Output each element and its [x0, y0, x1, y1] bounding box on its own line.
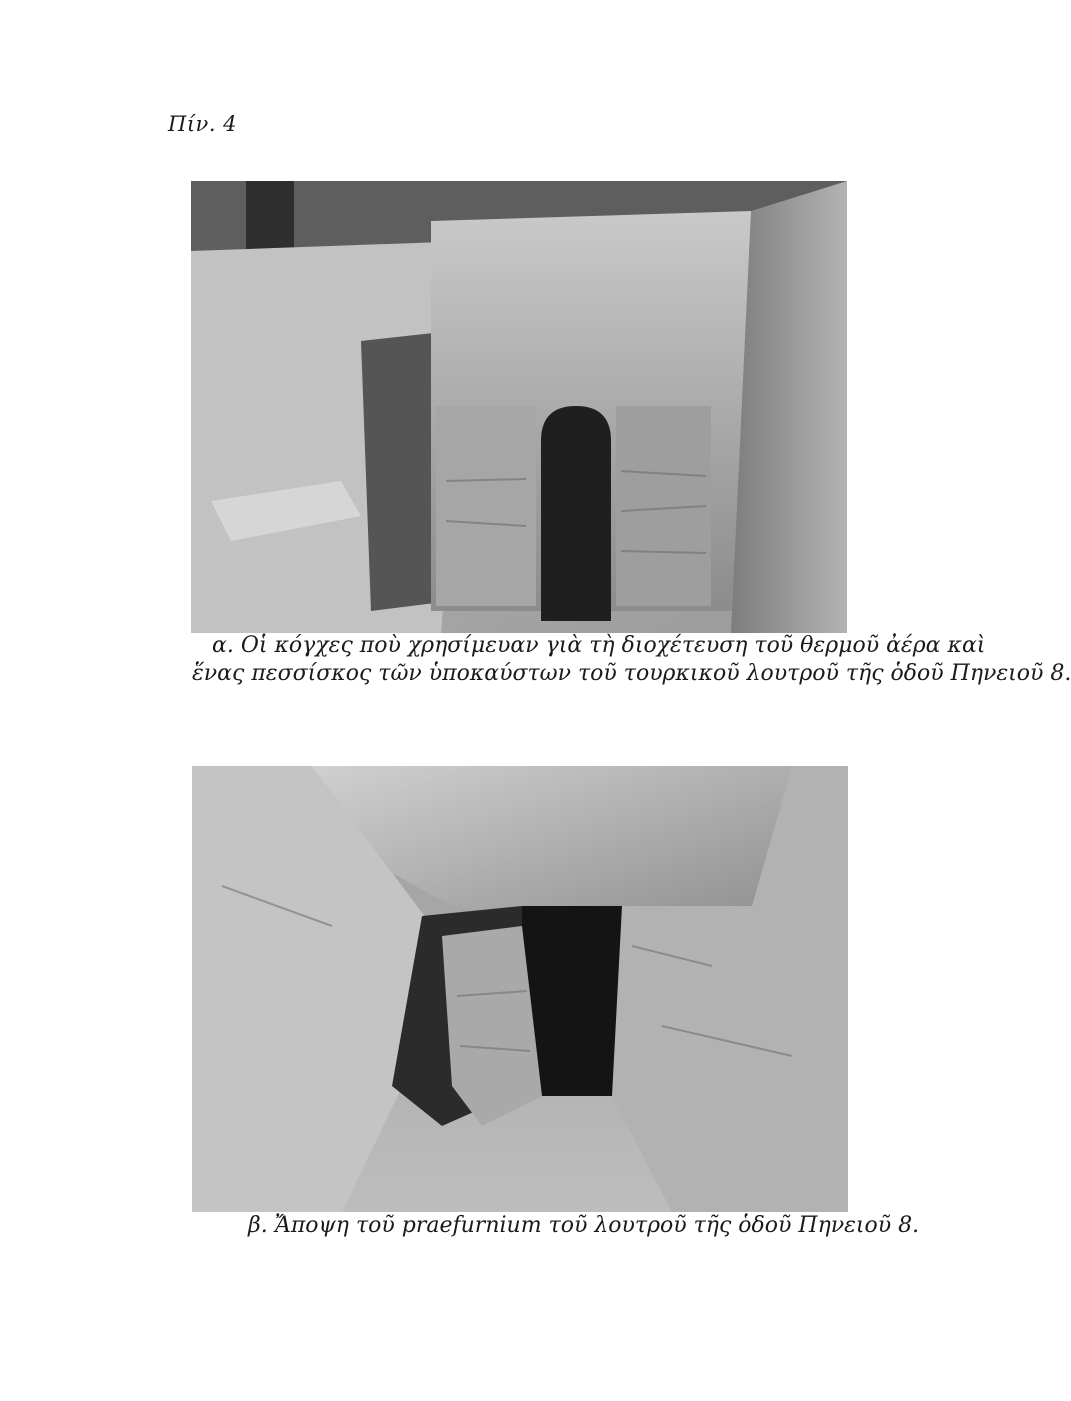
plate-label: Πίν. 4 [168, 112, 238, 136]
caption-b: β. Ἄποψη τοῦ praefurnium τοῦ λουτροῦ τῆς ὁδοῦ Πηνειοῦ 8. [248, 1213, 920, 1238]
photo-b-image [192, 766, 848, 1212]
photo-a-image [191, 181, 847, 633]
photo-a-hypocaust-niches [191, 181, 847, 633]
caption-a-line1: α. Οἱ κόγχες ποὺ χρησίμευαν γιὰ τὴ διοχέτευση τοῦ θερμοῦ ἀέρα καὶ [212, 633, 986, 658]
caption-a-line2: ἕνας πεσσίσκος τῶν ὑποκαύστων τοῦ τουρκικοῦ λουτροῦ τῆς ὁδοῦ Πηνειοῦ 8. [192, 661, 1071, 686]
photo-b-praefurnium [192, 766, 848, 1212]
